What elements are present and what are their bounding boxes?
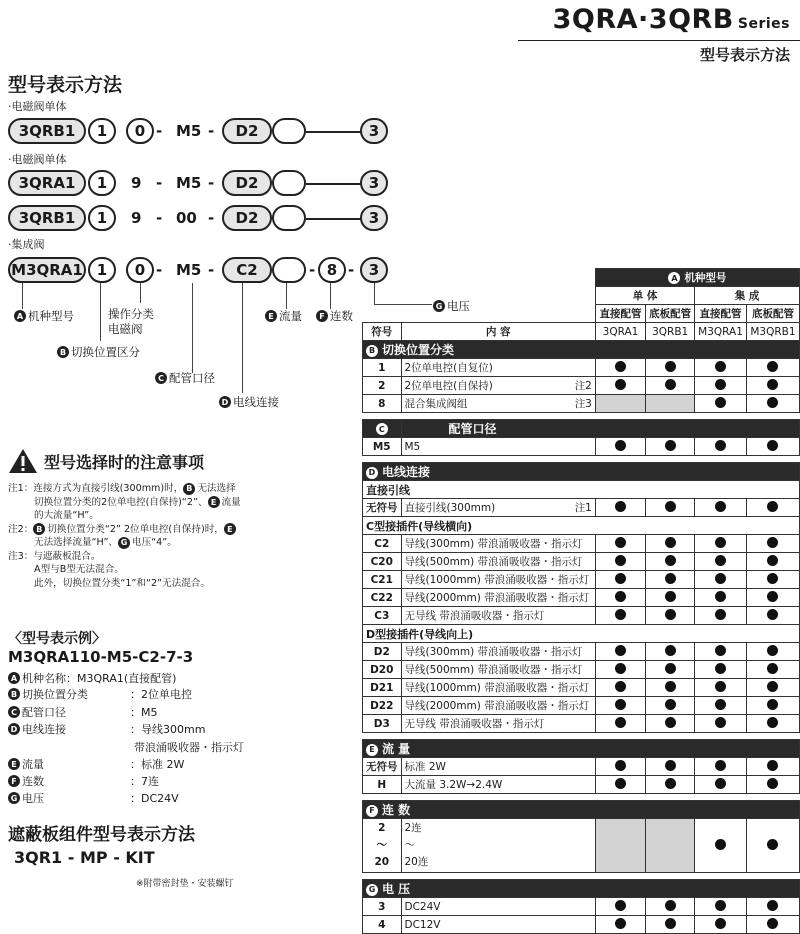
subsection-c-connector: C型接插件(导线横向) <box>363 517 800 535</box>
table-single-header: 单 体 <box>595 287 694 305</box>
label-flow: E 流量 <box>265 308 302 324</box>
header-subtitle: 型号表示方法 <box>699 46 790 64</box>
table-row: 2 ～ 20 2连 ～ 20连 <box>363 819 800 873</box>
label-switch: B 切换位置区分 <box>57 344 140 360</box>
code-op: 0 <box>126 257 154 283</box>
label-op2: 电磁阀 <box>108 322 143 336</box>
code-dash: - <box>208 122 215 140</box>
callout-line <box>22 283 23 309</box>
table-model-name: M3QRA1 <box>695 323 747 341</box>
table-row: D3 无导线 带浪涌吸收器・指示灯 <box>363 715 800 733</box>
code-dash: - <box>208 261 215 279</box>
table-row: 8 混合集成阀组 注3 <box>363 395 800 413</box>
group-label: ·集成阀 <box>8 238 45 251</box>
code-dash: - <box>156 209 163 227</box>
table-model-name: 3QRB1 <box>646 323 695 341</box>
example-row: B 切换位置分类 ：2位单电控 <box>8 686 192 702</box>
table-row: 1 2位单电控(自复位) <box>363 359 800 377</box>
example-row: E 流量 ：标准 2W <box>8 756 184 772</box>
section-voltage: G 电 压 <box>363 880 800 898</box>
table-row: 无符号 直接引线(300mm) 注1 <box>363 499 800 517</box>
subsection-d-connector: D型接插件(导线向上) <box>363 625 800 643</box>
callout-line <box>242 283 243 393</box>
table-base-header: 底板配管 <box>646 305 695 323</box>
table-content-header: 内 容 <box>401 323 595 341</box>
code-dash: - <box>208 174 215 192</box>
table-manifold-header: 集 成 <box>695 287 800 305</box>
code-blank <box>272 170 306 196</box>
code-model: 3QRB1 <box>8 205 86 231</box>
table-model-header: A 机种型号 <box>595 269 799 287</box>
example-code: M3QRA110-M5-C2-7-3 <box>8 648 194 666</box>
callout-line <box>192 283 193 373</box>
code-blank <box>272 118 306 144</box>
code-voltage: 3 <box>360 205 388 231</box>
table-row: C22 导线(2000mm) 带浪涌吸收器・指示灯 <box>363 589 800 607</box>
code-port: M5 <box>176 122 202 140</box>
table-direct-header: 直接配管 <box>595 305 645 323</box>
code-model: 3QRB1 <box>8 118 86 144</box>
label-op1: 操作分类 <box>108 307 154 321</box>
group-label: ·电磁阀单体 <box>8 153 67 166</box>
table-row: D20 导线(500mm) 带浪涌吸收器・指示灯 <box>363 661 800 679</box>
table-direct-header: 直接配管 <box>695 305 747 323</box>
label-port: C 配管口径 <box>155 370 215 386</box>
table-row: D22 导线(2000mm) 带浪涌吸收器・指示灯 <box>363 697 800 715</box>
table-row: H 大流量 3.2W→2.4W <box>363 776 800 794</box>
caution-title: 型号选择时的注意事项 <box>8 448 204 474</box>
page-title: 型号表示方法 <box>8 74 123 96</box>
label-stations: F 连数 <box>316 308 353 324</box>
example-title: 〈型号表示例〉 <box>8 631 106 647</box>
example-row: A 机种名称： M3QRA1(直接配管) <box>8 670 176 686</box>
table-row: C3 无导线 带浪涌吸收器・指示灯 <box>363 607 800 625</box>
code-wiring: D2 <box>222 205 272 231</box>
group-label: ·电磁阀单体 <box>8 100 67 113</box>
code-port: 00 <box>176 209 197 227</box>
kit-title: 遮蔽板组件型号表示方法 <box>8 825 195 845</box>
code-dash: - <box>156 174 163 192</box>
warning-icon <box>8 448 38 474</box>
kit-note: ※附带密封垫・安装螺钉 <box>136 879 234 889</box>
label-model: A 机种型号 <box>14 308 74 324</box>
code-dash: - <box>309 261 316 279</box>
table-row: D21 导线(1000mm) 带浪涌吸收器・指示灯 <box>363 679 800 697</box>
connector-line <box>306 131 362 133</box>
example-row: C 配管口径 ：M5 <box>8 704 158 720</box>
code-dash: - <box>156 122 163 140</box>
code-op: 9 <box>131 174 142 192</box>
code-model: 3QRA1 <box>8 170 86 196</box>
code-switch: 1 <box>88 205 116 231</box>
table-row: 无符号 标准 2W <box>363 758 800 776</box>
code-dash: - <box>156 261 163 279</box>
table-base-header: 底板配管 <box>746 305 799 323</box>
section-wiring: D 电线连接 <box>363 463 800 481</box>
example-row: G 电压 ：DC24V <box>8 790 179 806</box>
kit-code: 3QR1 - MP - KIT <box>14 848 155 867</box>
code-wiring: D2 <box>222 170 272 196</box>
table-row: 2 2位单电控(自保持) 注2 <box>363 377 800 395</box>
code-dash: - <box>348 261 355 279</box>
code-switch: 1 <box>88 170 116 196</box>
table-code-header: 符号 <box>363 323 402 341</box>
table-row: 4 DC12V <box>363 916 800 934</box>
section-stations: F 连 数 <box>363 801 800 819</box>
header-rule <box>518 40 800 41</box>
connector-line <box>306 218 362 220</box>
example-row: 带浪涌吸收器・指示灯 <box>134 741 244 754</box>
table-row: D2 导线(300mm) 带浪涌吸收器・指示灯 <box>363 643 800 661</box>
code-voltage: 3 <box>360 170 388 196</box>
code-voltage: 3 <box>360 118 388 144</box>
series-title: 3QRA·3QRB Series <box>552 4 790 35</box>
table-row: C20 导线(500mm) 带浪涌吸收器・指示灯 <box>363 553 800 571</box>
code-switch: 1 <box>88 118 116 144</box>
section-flow: E 流 量 <box>363 740 800 758</box>
callout-line <box>286 283 287 309</box>
code-wiring: C2 <box>222 257 272 283</box>
code-op: 0 <box>126 118 154 144</box>
model-table: A 机种型号 单 体 集 成 直接配管 底板配管 直接配管 底板配管 符号 内 容 3QRA1 3QRB1 M3QRA1 M3QRB1 B 切换位置分类 1 2位单电控(自复位) 2 2位单电控(自保持) 注2 8 混合集成阀组 注3 C 配管口径 M5 M5 D 电线连接 直接引线 无符号 直接引线(300mm) 注1 C型接插件(导线横向) C2 导线(300mm) 带浪涌吸收器・指示灯 C20 导线(500mm) 带浪涌吸收器・指示灯 C21 导线(1000mm) 带浪涌吸收器・指示灯 C22 导线(2000mm) 带浪涌吸收器・指示灯 C3 无导线 带浪涌吸收器・指示灯 D型接插件(导线向上) D2 导线(300mm) 带浪涌吸收器・指示灯 D20 导线(500mm) 带浪涌吸收器・指示灯 D21 导线(1000mm) 带浪涌吸收器・指示灯 D22 导线(2000mm) 带浪涌吸收器・指示灯 D3 无导线 带浪涌吸收器・指示灯 E 流 量 无符号 标准 2W H 大流量 3.2W→2.4W F 连 数 2 ～ 20 2连 ～ 20连 G 电 压 3 DC24V 4 DC12V <box>362 268 800 934</box>
section-switch: B 切换位置分类 <box>363 341 800 359</box>
example-row: D 电线连接 ：导线300mm <box>8 721 205 737</box>
table-model-name: 3QRA1 <box>595 323 645 341</box>
callout-line <box>100 283 101 341</box>
example-row: F 连数 ：7连 <box>8 773 159 789</box>
code-wiring: D2 <box>222 118 272 144</box>
table-model-name: M3QRB1 <box>746 323 799 341</box>
code-dash: - <box>208 209 215 227</box>
label-voltage: G 电压 <box>433 298 470 314</box>
code-switch: 1 <box>88 257 116 283</box>
table-row: 3 DC24V <box>363 898 800 916</box>
code-port: M5 <box>176 174 202 192</box>
label-wiring: D 电线连接 <box>219 394 279 410</box>
section-port: 配管口径 <box>401 420 800 438</box>
table-row: M5 M5 <box>363 438 800 456</box>
code-model: M3QRA1 <box>8 257 86 283</box>
table-row: C21 导线(1000mm) 带浪涌吸收器・指示灯 <box>363 571 800 589</box>
code-op: 9 <box>131 209 142 227</box>
code-blank <box>272 205 306 231</box>
connector-line <box>306 183 362 185</box>
callout-line <box>330 283 331 309</box>
code-stations: 8 <box>318 257 346 283</box>
subsection-direct: 直接引线 <box>363 481 800 499</box>
callout-line <box>140 283 141 303</box>
caution-notes: 注1：连接方式为直接引线(300mm)时， B 无法选择 切换位置分类的2位单电控(自保持)“2”、 E 流量 的大流量“H”。 注2： B 切换位置分类“2” 2位单电控(自保持)时， E 无法选择流量“H”、 G 电压“4”。 注3：与遮蔽板混合。 A型与B型无法混合。 此外，切换位置分类“1”和“2”无法混合。 <box>8 483 241 589</box>
code-flow <box>272 257 306 283</box>
code-voltage: 3 <box>360 257 388 283</box>
table-row: C2 导线(300mm) 带浪涌吸收器・指示灯 <box>363 535 800 553</box>
code-port: M5 <box>176 261 202 279</box>
